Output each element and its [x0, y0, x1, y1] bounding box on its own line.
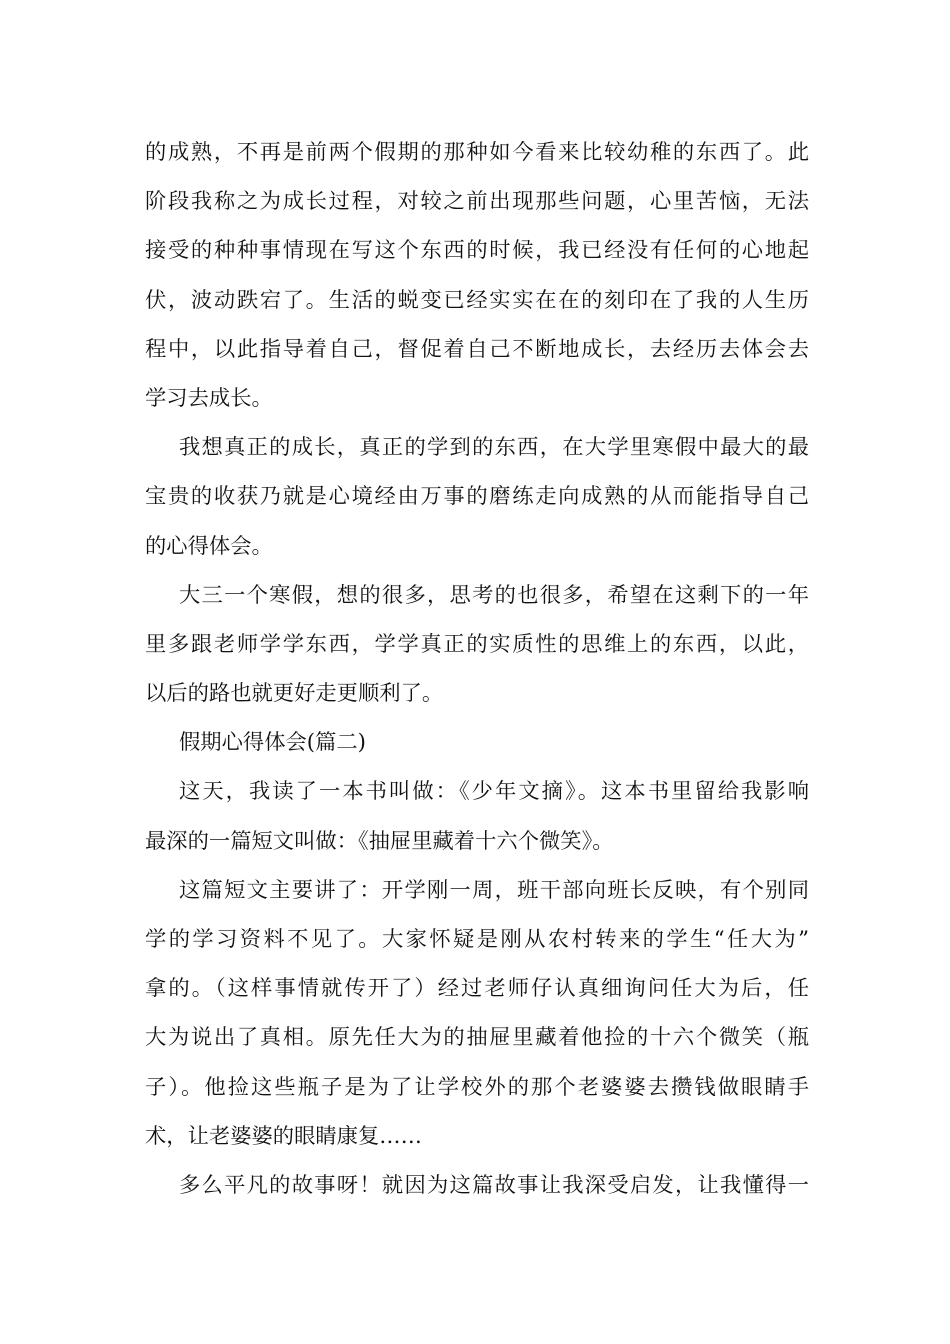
body-text: [145, 128, 809, 1210]
text-line: 的心得体会。: [145, 533, 273, 559]
paragraph-start-line: 这篇短文主要讲了：开学刚一周，班干部向班长反映，有个别同: [179, 877, 809, 903]
paragraph-start-line: 我想真正的成长，真正的学到的东西，在大学里寒假中最大的最: [179, 435, 809, 461]
text-line: 学的学习资料不见了。大家怀疑是刚从农村转来的学生“任大为”: [145, 927, 809, 952]
text-line: 以后的路也就更好走更顺利了。: [145, 681, 444, 707]
text-line: 最深的一篇短文叫做：《抽屉里藏着十六个微笑》。: [145, 828, 614, 854]
text-line: 学习去成长。: [145, 385, 273, 411]
text-line: 阶段我称之为成长过程，对较之前出现那些问题，心里苦恼，无法: [145, 189, 809, 215]
text-line: 的成熟，不再是前两个假期的那种如今看来比较幼稚的东西了。此: [145, 140, 809, 165]
paragraph-start-line: 多么平凡的故事呀！就因为这篇故事让我深受启发，让我懂得一: [179, 1172, 809, 1198]
text-line: 子）。他捡这些瓶子是为了让学校外的那个老婆婆去攒钱做眼睛手: [145, 1074, 809, 1100]
text-line: 里多跟老师学学东西，学学真正的实质性的思维上的东西，以此，: [145, 631, 809, 657]
text-line: 程中，以此指导着自己，督促着自己不断地成长，去经历去体会去: [145, 336, 809, 362]
text-line: 术，让老婆婆的眼睛康复……: [145, 1123, 422, 1149]
text-line: 大为说出了真相。原先任大为的抽屉里藏着他捡的十六个微笑（瓶: [145, 1025, 809, 1051]
text-line: 伏，波动跌宕了。生活的蜕变已经实实在在的刻印在了我的人生历: [145, 287, 809, 313]
paragraph-start-line: 这天，我读了一本书叫做：《少年文摘》。这本书里留给我影响: [179, 779, 809, 805]
text-line: 宝贵的收获乃就是心境经由万事的磨练走向成熟的从而能指导自己: [145, 484, 809, 510]
paragraph-start-line: 大三一个寒假，想的很多，思考的也很多，希望在这剩下的一年: [179, 582, 809, 608]
text-line: 接受的种种事情现在写这个东西的时候，我已经没有任何的心地起: [145, 238, 809, 264]
text-line: 拿的。（这样事情就传开了）经过老师仔认真细询问任大为后，任: [145, 976, 809, 1002]
section-heading: 假期心得体会(篇二): [179, 730, 366, 756]
